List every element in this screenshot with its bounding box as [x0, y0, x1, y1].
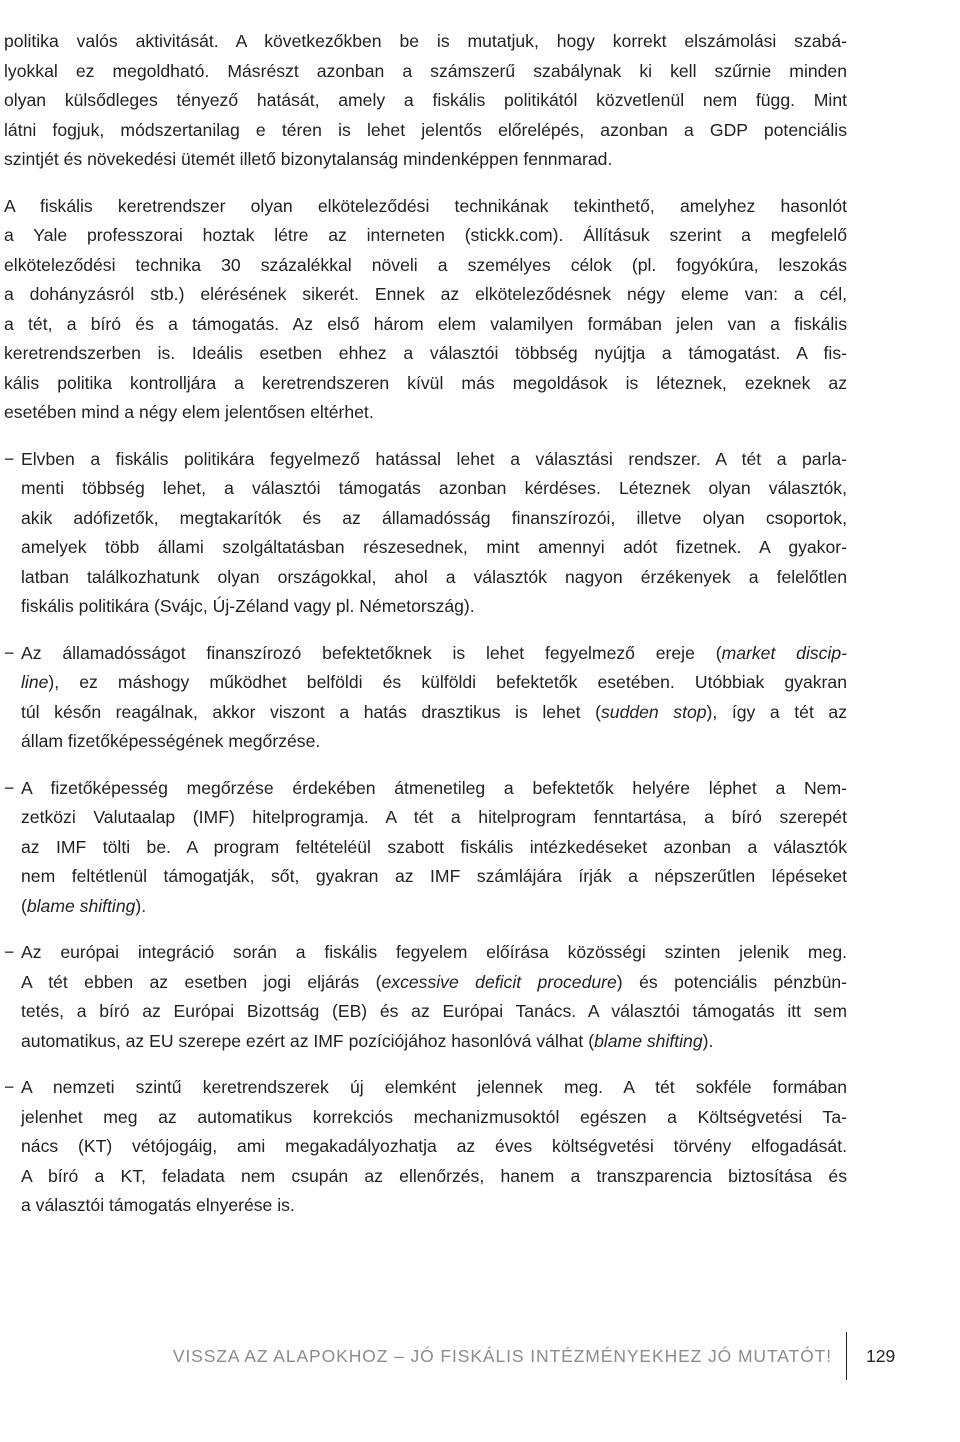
text-line: elköteleződési technika 30 százalékkal növeli a személyes célok (pl. fogyókúra, leszokás: [4, 254, 847, 275]
text-run: ) és potenciális pénzbün-: [616, 971, 847, 992]
italic-term: blame shifting: [594, 1030, 703, 1051]
text-line: jelenhet meg az automatikus korrekciós mechanizmusoktól egészen a Költségvetési Ta-: [21, 1106, 847, 1127]
text-line: [4, 445, 847, 475]
text-run: A tét ebben az esetben jogi eljárás (: [21, 971, 382, 992]
page-number: 129: [866, 1346, 896, 1366]
text-run: Az európai integráció során a fiskális fegyelem előírása közösségi szinten jelenik meg.: [21, 942, 847, 962]
footer-divider: [846, 1332, 847, 1380]
paragraph: [4, 27, 847, 175]
text-run: Az államadósságot finanszírozó befektetőknek is lehet fegyelmező ereje (: [21, 642, 722, 663]
text-line: olyan külsődleges tényező hatását, amely a fiskális politikától közvetlenül nem függ. Mint: [4, 90, 847, 110]
bullet-item: [4, 774, 847, 922]
dash-marker: −: [4, 777, 15, 798]
bullet-item: [4, 1073, 847, 1221]
text-line: szintjét és növekedési ütemét illető bizonytalanság mindenképpen fennmarad.: [4, 149, 613, 169]
text-line: zetközi Valutaalap (IMF) hitelprogramja. A tét a hitelprogram fenntartása, a bíró szerepét: [21, 807, 847, 827]
dash-marker: −: [4, 942, 15, 962]
text-line: [4, 668, 847, 698]
text-line: állam fizetőképességének megőrzése.: [21, 731, 321, 751]
text-line: [4, 639, 847, 669]
italic-term: sudden stop: [600, 701, 707, 722]
dash-marker: −: [4, 642, 15, 663]
text-line: keretrendszerben is. Ideális esetben ehhez a választói többség nyújtja a támogatást. A fis-: [4, 343, 847, 363]
page-footer: [0, 1344, 960, 1384]
bullet-item: [4, 639, 847, 757]
running-title: VISSZA AZ ALAPOKHOZ – JÓ FISKÁLIS INTÉZMÉNYEKHEZ JÓ MUTATÓT!: [172, 1346, 832, 1366]
text-line: latban találkozhatunk olyan országokkal, ahol a választók nagyon érzékenyek a felelőtlen: [21, 566, 847, 587]
text-line: A fiskális keretrendszer olyan elköteleződési technikának tekinthető, amelyhez hasonlót: [4, 195, 847, 216]
text-line: látni fogjuk, módszertanilag e téren is lehet jelentős előrelépés, azonban a GDP potenciális: [4, 119, 847, 140]
text-line: nem feltétlenül támogatják, sőt, gyakran az IMF számlájára írják a népszerűtlen lépéseket: [21, 866, 847, 886]
text-line: [4, 892, 847, 922]
text-run: ), ez máshogy működhet belföldi és külföldi befektetők esetében. Utóbbiak gyakran: [48, 672, 847, 692]
text-line: akik adófizetők, megtakarítók és az államadósság finanszírozói, illetve olyan csoportok,: [21, 507, 847, 528]
italic-term: market discip-: [721, 642, 847, 663]
text-line: politika valós aktivitását. A következőkben be is mutatjuk, hogy korrekt elszámolási szabá-: [4, 31, 847, 51]
text-line: a dohányzásról stb.) elérésének sikerét. Ennek az elköteleződésnek négy eleme van: a cél,: [4, 284, 847, 304]
text-line: esetében mind a négy elem jelentősen eltérhet.: [4, 402, 374, 422]
text-run: ).: [702, 1030, 714, 1051]
text-line: A bíró a KT, feladata nem csupán az ellenőrzés, hanem a transzparencia biztosítása és: [21, 1165, 847, 1186]
text-line: [4, 968, 847, 998]
text-line: tetés, a bíró az Európai Bizottság (EB) és az Európai Tanács. A választói támogatás itt sem: [21, 1001, 847, 1021]
italic-term: excessive deficit procedure: [381, 971, 617, 992]
text-line: a tét, a bíró és a támogatás. Az első három elem valamilyen formában jelen van a fiskális: [4, 313, 847, 334]
text-run: automatikus, az EU szerepe ezért az IMF pozíciójához hasonlóvá válhat (: [21, 1030, 595, 1051]
text-line: fiskális politikára (Svájc, Új-Zéland vagy pl. Németország).: [21, 596, 475, 616]
dash-marker: −: [4, 1077, 15, 1097]
text-run: Elvben a fiskális politikára fegyelmező hatással lehet a választási rendszer. A tét a parla-: [21, 448, 847, 469]
text-run: ), így a tét az: [706, 701, 847, 722]
text-line: [4, 938, 847, 968]
text-line: [4, 698, 847, 728]
paragraph: [4, 192, 847, 428]
text-line: a választói támogatás elnyerése is.: [21, 1195, 295, 1215]
text-run: A nemzeti szintű keretrendszerek új elemként jelennek meg. A tét sokféle formában: [21, 1077, 847, 1097]
text-line: a Yale professzorai hoztak létre az interneten (stickk.com). Állításuk szerint a megfelelő: [4, 225, 847, 245]
text-run: ).: [135, 895, 147, 916]
text-run: A fizetőképesség megőrzése érdekében átmenetileg a befektetők helyére léphet a Nem-: [21, 777, 847, 798]
italic-term: line: [21, 672, 49, 692]
dash-marker: −: [4, 448, 15, 469]
text-line: [4, 1027, 847, 1057]
text-run: túl későn reagálnak, akkor viszont a hatás drasztikus is lehet (: [21, 701, 601, 722]
text-line: az IMF tölti be. A program feltételéül szabott fiskális intézkedéseket azonban a választók: [21, 836, 847, 857]
text-line: nács (KT) vétójogáig, ami megakadályozhatja az éves költségvetési törvény elfogadását.: [21, 1136, 847, 1156]
italic-term: blame shifting: [26, 895, 136, 916]
text-line: kális politika kontrolljára a keretrendszeren kívül más megoldások is léteznek, ezeknek az: [4, 372, 847, 393]
bullet-item: [4, 445, 847, 622]
text-line: amelyek több állami szolgáltatásban részesednek, mint amennyi adót fizetnek. A gyakor-: [21, 537, 847, 557]
text-line: lyokkal ez megoldható. Másrészt azonban a számszerű szabálynak ki kell szűrnie minden: [4, 60, 847, 81]
text-run: (: [21, 895, 27, 916]
page-body: [4, 27, 847, 1221]
bullet-item: [4, 938, 847, 1056]
text-line: [4, 1073, 847, 1103]
text-line: menti többség lehet, a választói támogatás azonban kérdéses. Léteznek olyan választók,: [21, 478, 847, 498]
text-line: [4, 774, 847, 804]
